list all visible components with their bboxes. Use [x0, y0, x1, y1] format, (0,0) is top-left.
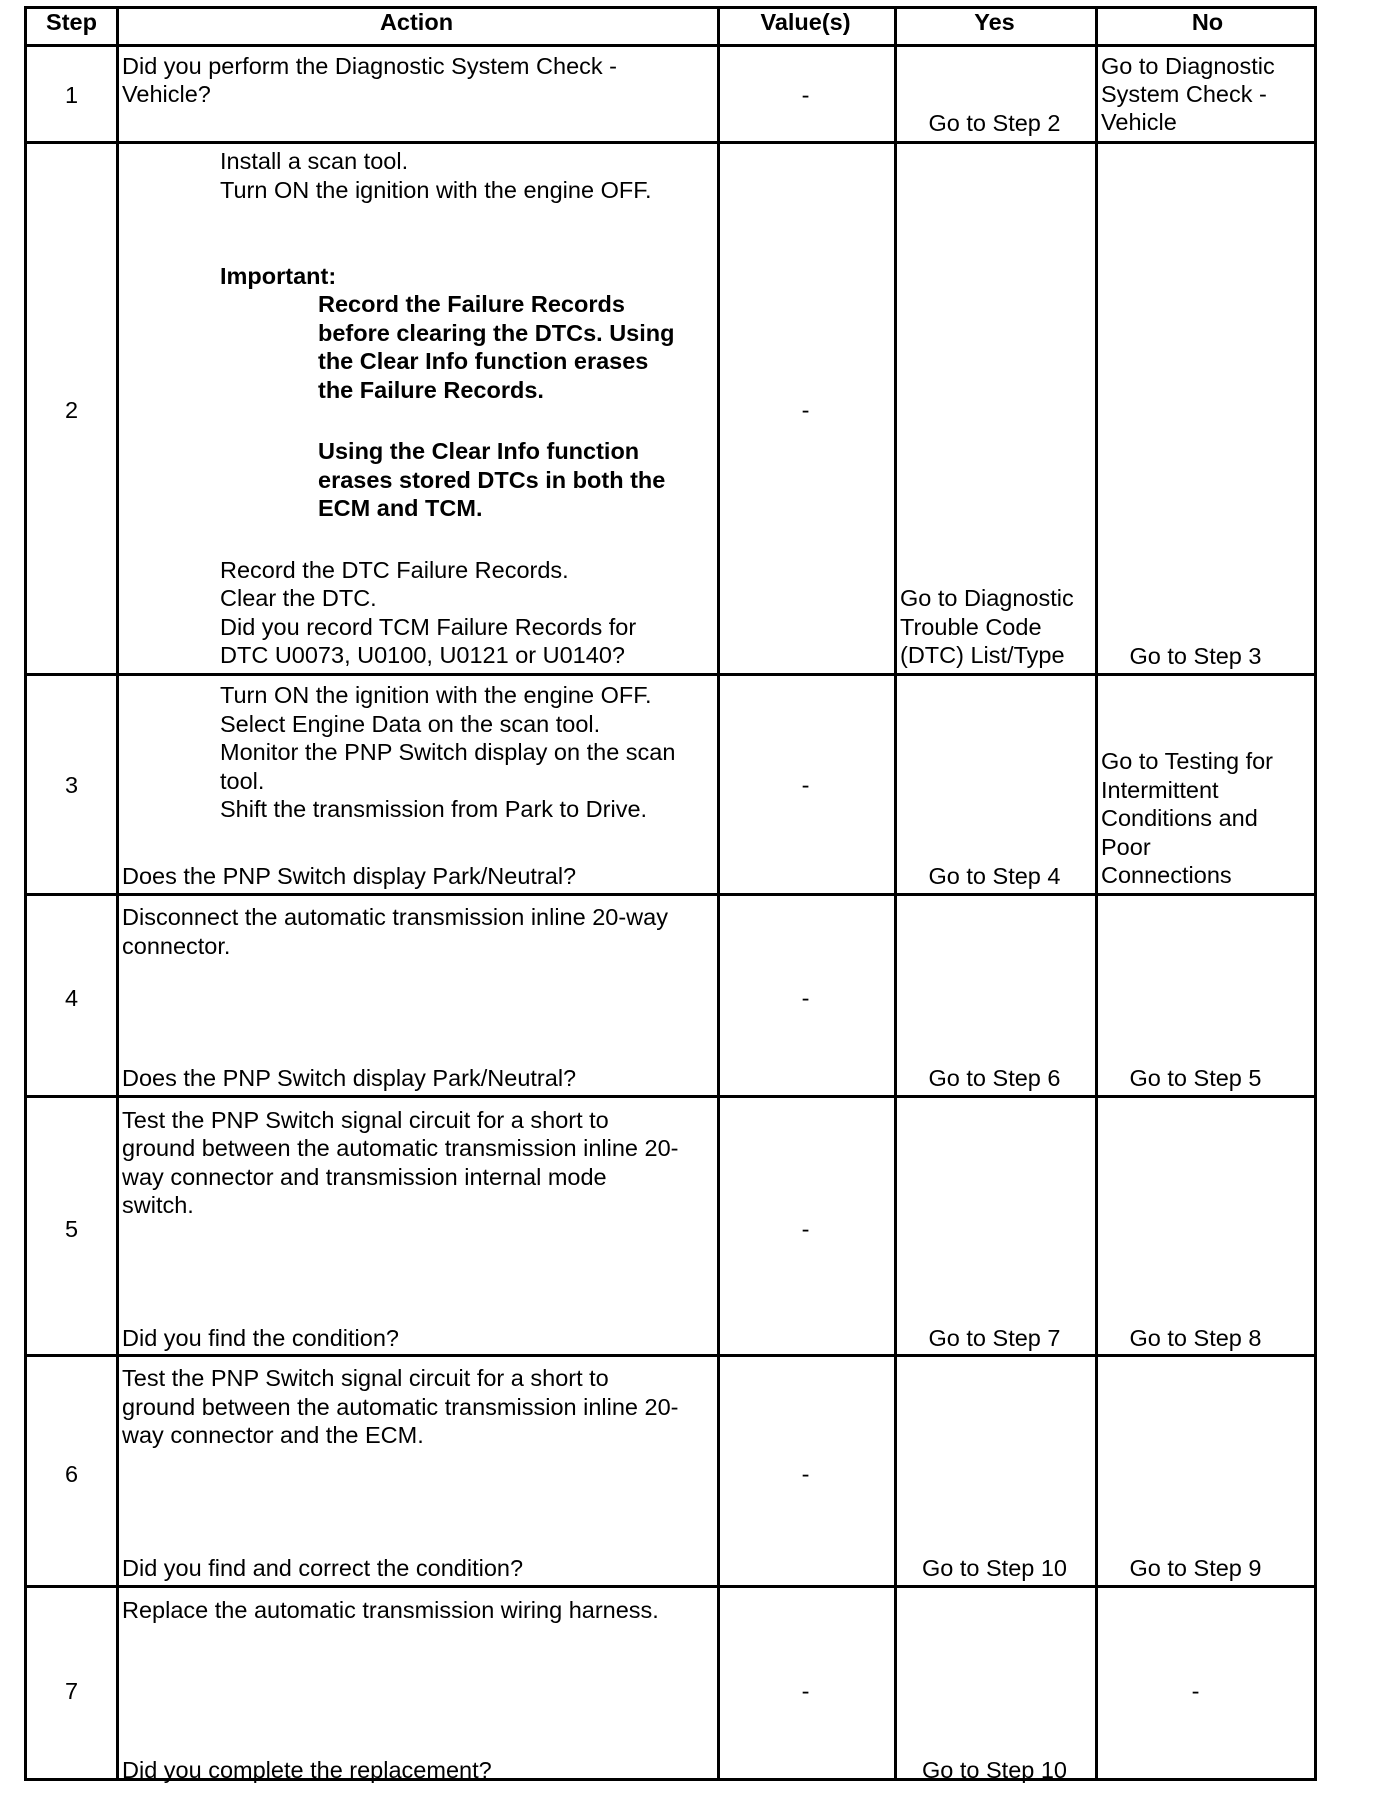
- action-text: Install a scan tool.: [220, 148, 409, 174]
- header-no: No: [1191, 9, 1224, 35]
- action-text: Replace the automatic transmission wiring harness.: [122, 1597, 659, 1623]
- row-divider: [27, 673, 1314, 676]
- yes-cell: Go to Step 6: [928, 1065, 1061, 1091]
- row-divider: [27, 1354, 1314, 1357]
- row-divider: [27, 893, 1314, 896]
- question-text: Did you find and correct the condition?: [122, 1555, 524, 1581]
- action-text: way connector and transmission internal mode: [122, 1164, 607, 1190]
- action-text: tool.: [220, 768, 265, 794]
- step-number: 5: [64, 1216, 79, 1242]
- question-text: Did you find the condition?: [122, 1325, 399, 1351]
- step-number: 6: [64, 1461, 79, 1487]
- action-text: ground between the automatic transmission inline 20-: [122, 1394, 679, 1420]
- no-cell: -: [1191, 1678, 1200, 1704]
- action-text: Did you perform the Diagnostic System Check -: [122, 53, 617, 79]
- header-yes: Yes: [974, 9, 1015, 35]
- important-note: ECM and TCM.: [318, 495, 483, 521]
- action-text: connector.: [122, 933, 231, 959]
- no-cell: Connections: [1101, 862, 1232, 888]
- step-number: 2: [64, 397, 79, 423]
- important-label: Important:: [220, 263, 337, 289]
- action-text: way connector and the ECM.: [122, 1422, 424, 1448]
- diagnostic-table: [24, 6, 1317, 1781]
- important-note: Using the Clear Info function: [318, 438, 640, 464]
- important-note: the Failure Records.: [318, 377, 544, 403]
- row-divider: [27, 141, 1314, 144]
- no-cell: Go to Diagnostic: [1101, 53, 1275, 79]
- no-cell: System Check -: [1101, 81, 1267, 107]
- row-divider: [27, 1095, 1314, 1098]
- value-cell: -: [801, 1216, 810, 1242]
- action-text: Shift the transmission from Park to Drive.: [220, 796, 648, 822]
- step-number: 4: [64, 985, 79, 1011]
- no-cell: Go to Testing for: [1101, 748, 1273, 774]
- question-text: Did you complete the replacement?: [122, 1757, 492, 1783]
- value-cell: -: [801, 1678, 810, 1704]
- no-cell: Go to Step 9: [1129, 1555, 1262, 1581]
- value-cell: -: [801, 985, 810, 1011]
- value-cell: -: [801, 82, 810, 108]
- no-cell: Go to Step 5: [1129, 1065, 1262, 1091]
- no-cell: Conditions and: [1101, 805, 1258, 831]
- action-text: Record the DTC Failure Records.: [220, 557, 569, 583]
- action-text: DTC U0073, U0100, U0121 or U0140?: [220, 642, 625, 668]
- question-text: Does the PNP Switch display Park/Neutral?: [122, 1065, 577, 1091]
- action-text: Disconnect the automatic transmission inline 20-way: [122, 904, 668, 930]
- header-step: Step: [46, 9, 97, 35]
- action-text: Turn ON the ignition with the engine OFF.: [220, 177, 652, 203]
- yes-cell: Trouble Code: [900, 614, 1042, 640]
- action-text: switch.: [122, 1192, 194, 1218]
- yes-cell: (DTC) List/Type: [900, 642, 1065, 668]
- action-text: Monitor the PNP Switch display on the scan: [220, 739, 676, 765]
- action-text: Select Engine Data on the scan tool.: [220, 711, 601, 737]
- action-text: Test the PNP Switch signal circuit for a short to: [122, 1107, 609, 1133]
- value-cell: -: [801, 772, 810, 798]
- header-values: Value(s): [760, 9, 851, 35]
- action-text: Clear the DTC.: [220, 585, 377, 611]
- no-cell: Poor: [1101, 834, 1151, 860]
- action-text: Test the PNP Switch signal circuit for a short to: [122, 1365, 609, 1391]
- action-text: Turn ON the ignition with the engine OFF.: [220, 682, 652, 708]
- no-cell: Go to Step 8: [1129, 1325, 1262, 1351]
- no-cell: Go to Step 3: [1129, 643, 1262, 669]
- value-cell: -: [801, 397, 810, 423]
- header-action: Action: [379, 9, 454, 35]
- important-note: before clearing the DTCs. Using: [318, 320, 675, 346]
- no-cell: Vehicle: [1101, 109, 1177, 135]
- yes-cell: Go to Step 7: [928, 1325, 1061, 1351]
- action-text: Did you record TCM Failure Records for: [220, 614, 637, 640]
- yes-cell: Go to Step 4: [928, 863, 1061, 889]
- important-note: erases stored DTCs in both the: [318, 467, 666, 493]
- important-note: the Clear Info function erases: [318, 348, 649, 374]
- value-cell: -: [801, 1461, 810, 1487]
- yes-cell: Go to Step 2: [928, 110, 1061, 136]
- yes-cell: Go to Step 10: [921, 1757, 1068, 1783]
- action-text: ground between the automatic transmission inline 20-: [122, 1135, 679, 1161]
- row-divider: [27, 1585, 1314, 1588]
- yes-cell: Go to Diagnostic: [900, 585, 1074, 611]
- step-number: 7: [64, 1678, 79, 1704]
- yes-cell: Go to Step 10: [921, 1555, 1068, 1581]
- question-text: Does the PNP Switch display Park/Neutral?: [122, 863, 577, 889]
- step-number: 1: [64, 82, 79, 108]
- row-divider: [27, 44, 1314, 47]
- action-text: Vehicle?: [122, 81, 211, 107]
- important-note: Record the Failure Records: [318, 291, 625, 317]
- no-cell: Intermittent: [1101, 777, 1219, 803]
- step-number: 3: [64, 772, 79, 798]
